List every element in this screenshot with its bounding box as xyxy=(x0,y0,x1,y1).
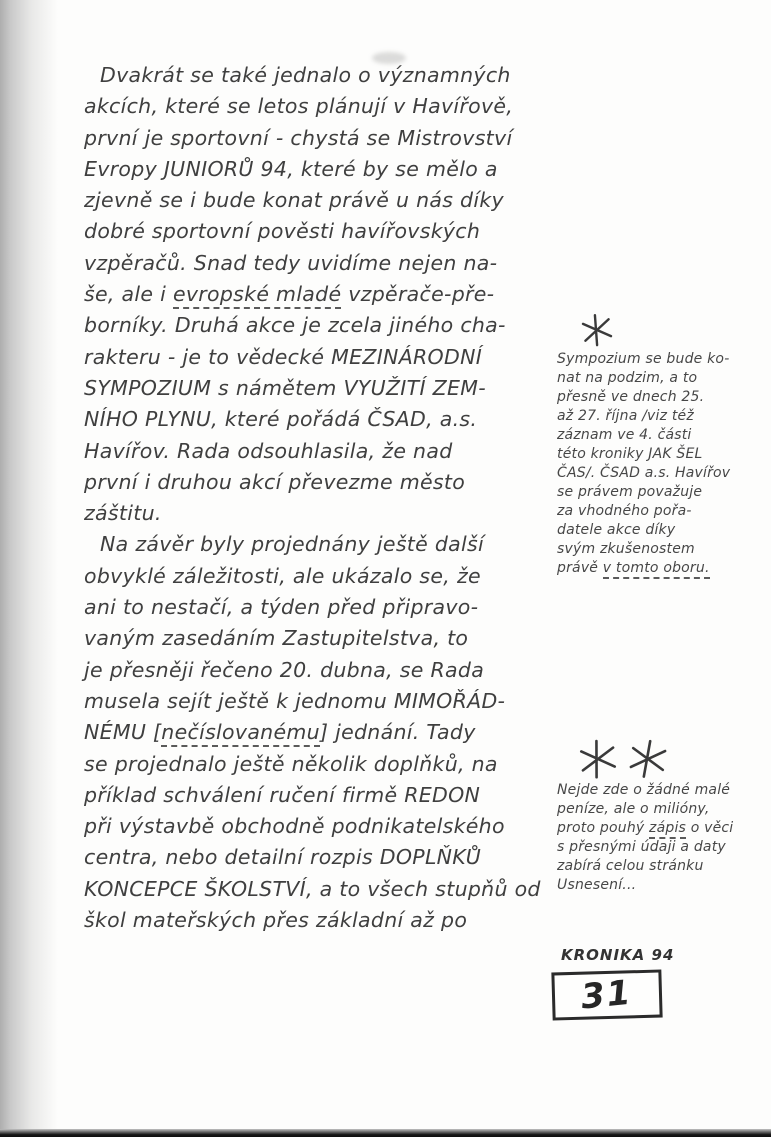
text-segment: s přesnými údaji a daty xyxy=(557,839,726,855)
text-segment: akcích, které se letos plánují v Havířově, xyxy=(84,94,514,119)
text-segment: této kroniky JAK ŠEL xyxy=(557,446,703,462)
underlined-text: nečíslovanému xyxy=(161,720,320,747)
text-line xyxy=(557,559,765,578)
underlined-text: evropské mladé xyxy=(173,282,341,309)
text-segment: vzpěračů. Snad tedy uvidíme nejen na- xyxy=(84,250,498,275)
text-line xyxy=(557,502,765,521)
page-number-box xyxy=(551,969,662,1020)
text-segment: právě xyxy=(557,560,603,576)
text-segment: ani to nestačí, a týden před připravo- xyxy=(84,595,479,620)
text-segment: Dvakrát se také jednalo o významných xyxy=(100,63,511,87)
double-asterisk-icon xyxy=(578,738,670,780)
text-line xyxy=(84,623,562,654)
text-line xyxy=(557,464,765,483)
text-segment: KONCEPCE ŠKOLSTVÍ, a to všech stupňů od xyxy=(84,876,541,901)
text-segment: nat na podzim, a to xyxy=(557,370,698,386)
text-segment: první je sportovní - chystá se Mistrovství xyxy=(84,125,513,150)
text-line xyxy=(84,467,562,498)
text-segment: při výstavbě obchodně podnikatelského xyxy=(84,814,505,839)
text-segment: příklad schválení ručení firmě REDON xyxy=(84,782,481,807)
asterisk-icon xyxy=(580,312,614,348)
scan-shadow-left xyxy=(0,0,58,1137)
text-line xyxy=(84,717,562,748)
text-segment: SYMPOZIUM s námětem VYUŽITÍ ZEM- xyxy=(84,375,486,400)
text-segment: Sympozium se bude ko- xyxy=(557,351,730,367)
text-line xyxy=(84,811,562,842)
text-segment: dobré sportovní pověsti havířovských xyxy=(84,219,481,244)
text-segment: se právem považuje xyxy=(557,484,703,500)
text-line xyxy=(557,369,765,388)
text-segment: první i druhou akcí převezme město xyxy=(84,469,466,494)
text-line xyxy=(84,91,562,122)
text-line xyxy=(557,350,765,369)
text-segment: obvyklé záležitosti, ale ukázalo se, že xyxy=(84,563,481,588)
text-line xyxy=(84,216,562,247)
text-segment: škol mateřských přes základní až po xyxy=(84,908,468,933)
text-line xyxy=(84,60,562,91)
text-line xyxy=(84,842,562,873)
text-line xyxy=(557,521,765,540)
text-segment: zabírá celou stránku xyxy=(557,858,704,874)
text-line xyxy=(84,248,562,279)
text-line xyxy=(84,561,562,592)
scan-edge-bottom xyxy=(0,1129,771,1137)
text-line xyxy=(557,445,765,464)
kronika-label: KRONIKA 94 xyxy=(561,946,675,964)
text-line xyxy=(557,407,765,426)
text-segment: vaným zasedáním Zastupitelstva, to xyxy=(84,626,469,651)
text-line xyxy=(557,540,765,559)
text-segment: přesně ve dnech 25. xyxy=(557,389,705,405)
text-segment: za vhodného pořa- xyxy=(557,503,692,519)
text-line xyxy=(557,388,765,407)
text-segment: centra, nebo detailní rozpis DOPLŇKŮ xyxy=(84,845,481,870)
text-line xyxy=(84,529,562,560)
text-line xyxy=(557,800,765,819)
text-segment: zjevně se i bude konat právě u nás díky xyxy=(84,188,504,213)
main-handwritten-text xyxy=(84,60,562,936)
text-line xyxy=(84,498,562,529)
text-segment: až 27. října /viz též xyxy=(557,408,694,424)
text-segment: záštitu. xyxy=(84,501,162,526)
text-segment: Usnesení... xyxy=(557,877,637,893)
text-segment: Havířov. Rada odsouhlasila, že nad xyxy=(84,438,453,463)
text-segment: ] jednání. Tady xyxy=(319,720,476,745)
text-segment: je přesněji řečeno 20. dubna, se Rada xyxy=(84,657,485,682)
text-segment: vzpěrače-pře- xyxy=(341,282,495,307)
text-line xyxy=(84,373,562,404)
text-segment: Na závěr byly projednány ještě další xyxy=(100,532,485,557)
text-line xyxy=(84,154,562,185)
text-line xyxy=(557,857,765,876)
text-segment: se projednalo ještě několik doplňků, na xyxy=(84,751,498,776)
text-segment: svým zkušenostem xyxy=(557,541,695,557)
text-line xyxy=(84,123,562,154)
text-segment: záznam ve 4. části xyxy=(557,427,692,443)
text-segment: Evropy JUNIORŮ 94, které by se mělo a xyxy=(84,156,498,181)
text-segment: o věci xyxy=(686,820,734,836)
text-line xyxy=(84,905,562,936)
text-line xyxy=(84,780,562,811)
underlined-text: zápis xyxy=(649,820,686,839)
text-segment: datele akce díky xyxy=(557,522,676,538)
underlined-text: v tomto oboru. xyxy=(603,560,710,579)
text-line xyxy=(557,781,765,800)
text-line xyxy=(557,876,765,895)
text-line xyxy=(84,279,562,310)
text-line xyxy=(557,426,765,445)
text-segment: proto pouhý xyxy=(557,820,650,836)
text-line xyxy=(84,185,562,216)
margin-note-money xyxy=(557,781,765,895)
text-line xyxy=(84,592,562,623)
text-segment: peníze, ale o milióny, xyxy=(557,801,710,817)
text-segment: rakteru - je to vědecké MEZINÁRODNÍ xyxy=(84,344,483,369)
text-segment: ČAS/. ČSAD a.s. Havířov xyxy=(557,465,731,481)
margin-note-symposium xyxy=(557,350,765,578)
text-line xyxy=(84,686,562,717)
text-line xyxy=(84,655,562,686)
text-segment: NÍHO PLYNU, které pořádá ČSAD, a.s. xyxy=(84,407,478,432)
text-segment: NÉMU [ xyxy=(84,720,162,745)
text-line xyxy=(84,874,562,905)
text-segment: borníky. Druhá akce je zcela jiného cha- xyxy=(84,313,506,338)
text-line xyxy=(84,749,562,780)
text-line xyxy=(84,310,562,341)
text-segment: musela sejít ještě k jednomu MIMOŘÁD- xyxy=(84,688,506,713)
page-number: 31 xyxy=(579,972,635,1018)
text-line xyxy=(84,436,562,467)
text-line xyxy=(557,483,765,502)
text-segment: še, ale i xyxy=(84,282,173,307)
text-line xyxy=(84,404,562,435)
text-line xyxy=(557,819,765,838)
text-line xyxy=(557,838,765,857)
text-segment: Nejde zde o žádné malé xyxy=(557,782,731,798)
text-line xyxy=(84,342,562,373)
